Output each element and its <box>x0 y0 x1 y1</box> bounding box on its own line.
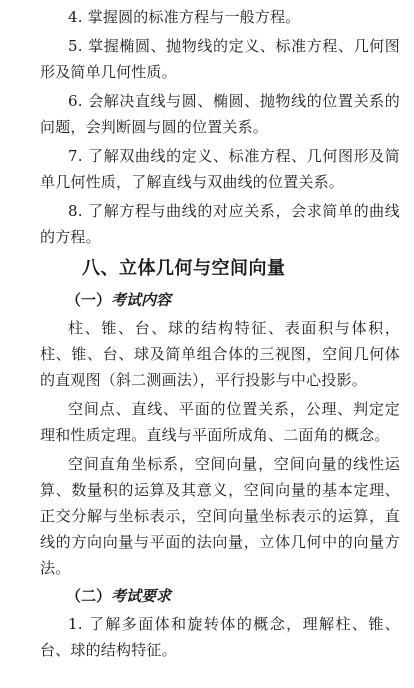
subsection-label: 考试要求 <box>111 587 172 605</box>
requirement-item-1: 1. 了解多面体和旋转体的概念，理解柱、锥、台、球的结构特征。 <box>40 615 400 659</box>
item-5-paragraph: 5. 掌握椭圆、抛物线的定义、标准方程、几何图形及简单几何性质。 <box>40 37 400 81</box>
subsection-number: （二） <box>66 587 112 605</box>
item-6-paragraph: 6. 会解决直线与圆、椭圆、抛物线的位置关系的问题，会判断圆与圆的位置关系。 <box>40 92 400 136</box>
subsection-heading-exam-requirements <box>40 583 400 609</box>
section-heading: 八、立体几何与空间向量 <box>82 258 286 279</box>
content-paragraph-solids: 柱、锥、台、球的结构特征、表面积与体积，柱、锥、台、球及简单组合体的三视图，空间几何体的直观图（斜二测画法），平行投影与中心投影。 <box>40 319 400 389</box>
subsection-heading-exam-content <box>40 287 400 313</box>
item-7-paragraph: 7. 了解双曲线的定义、标准方程、几何图形及简单几何性质，了解直线与双曲线的位置关系。 <box>40 147 400 191</box>
item-4-paragraph: 4. 掌握圆的标准方程与一般方程。 <box>68 8 301 26</box>
content-paragraph-positions: 空间点、直线、平面的位置关系，公理、判定定理和性质定理。直线与平面所成角、二面角的概念。 <box>40 400 400 444</box>
subsection-number: （一） <box>66 291 112 309</box>
content-paragraph-vectors: 空间直角坐标系，空间向量，空间向量的线性运算、数量积的运算及其意义，空间向量的基本定理、正交分解与坐标表示，空间向量坐标表示的运算，直线的方向向量与平面的法向量，立体几何中的向量方法。 <box>40 455 400 577</box>
subsection-label: 考试内容 <box>111 291 172 309</box>
item-8-paragraph: 8. 了解方程与曲线的对应关系，会求简单的曲线的方程。 <box>40 202 400 246</box>
